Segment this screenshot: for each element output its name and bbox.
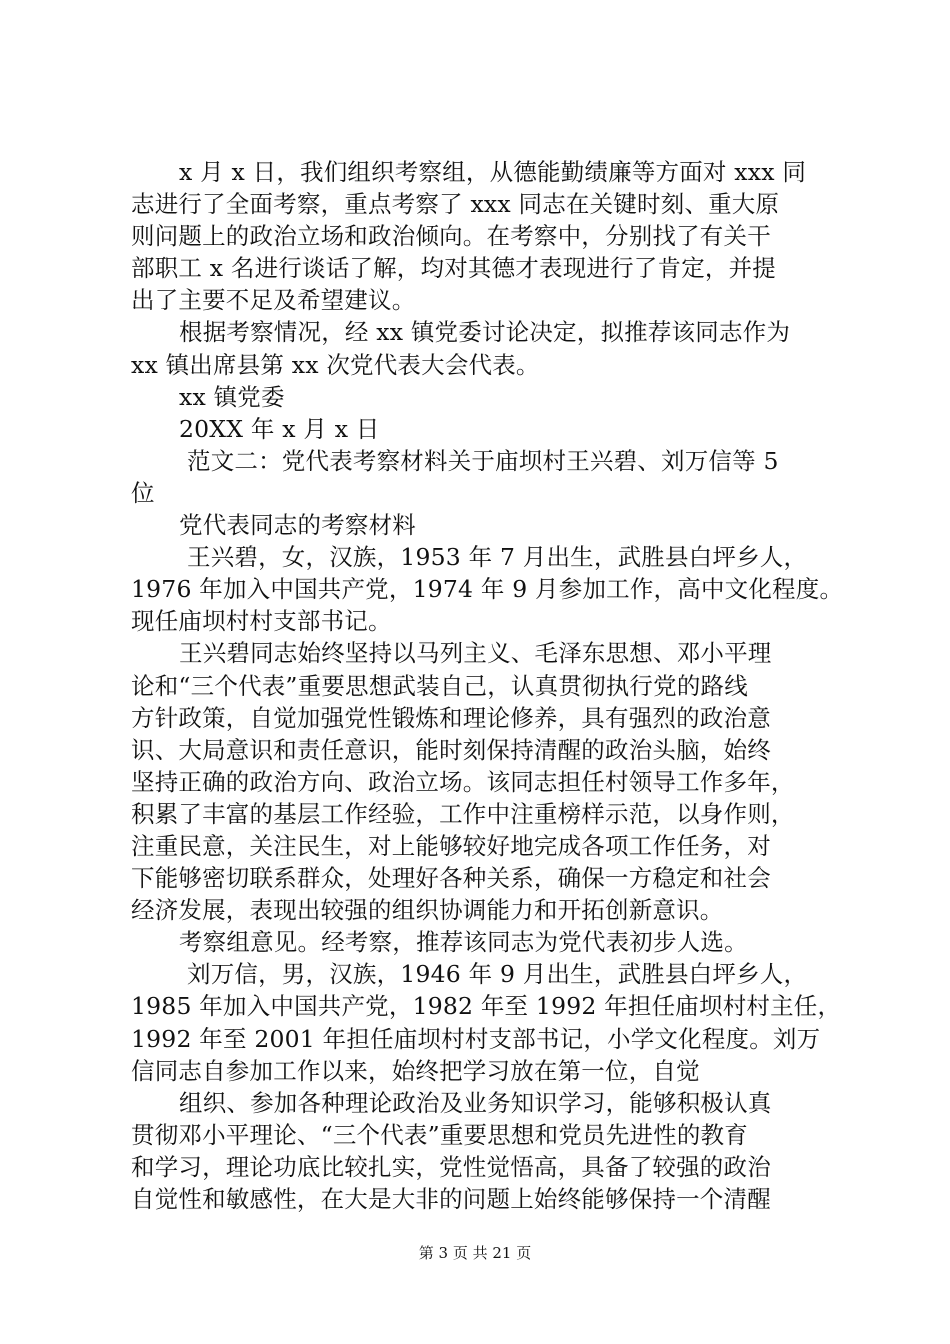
text-line: 信同志自参加工作以来，始终把学习放在第一位，自觉 bbox=[131, 1056, 700, 1085]
text-line: 坚持正确的政治方向、政治立场。该同志担任村领导工作多年， bbox=[131, 767, 795, 796]
text-line: 贯彻邓小平理论、“三个代表”重要思想和党员先进性的教育 bbox=[131, 1120, 748, 1149]
text-line: 范文二：党代表考察材料关于庙坝村王兴碧、刘万信等 5 bbox=[187, 446, 779, 475]
text-line: 论和“三个代表”重要思想武装自己，认真贯彻执行党的路线 bbox=[131, 671, 748, 700]
text-line: 考察组意见。经考察，推荐该同志为党代表初步人选。 bbox=[179, 928, 748, 957]
text-line: 积累了丰富的基层工作经验，工作中注重榜样示范，以身作则， bbox=[131, 799, 795, 828]
text-line: 现任庙坝村村支部书记。 bbox=[131, 607, 392, 636]
text-line: 王兴碧，女，汉族，1953 年 7 月出生，武胜县白坪乡人， bbox=[187, 543, 808, 572]
text-line: xx 镇党委 bbox=[179, 382, 285, 411]
text-line: 党代表同志的考察材料 bbox=[179, 511, 416, 540]
text-line: 20XX 年 x 月 x 日 bbox=[179, 414, 380, 443]
text-line: 识、大局意识和责任意识，能时刻保持清醒的政治头脑，始终 bbox=[131, 735, 771, 764]
text-line: 位 bbox=[131, 478, 155, 507]
text-line: 下能够密切联系群众，处理好各种关系，确保一方稳定和社会 bbox=[131, 864, 771, 893]
text-line: 自觉性和敏感性，在大是大非的问题上始终能够保持一个清醒 bbox=[131, 1185, 771, 1213]
text-line: 根据考察情况，经 xx 镇党委讨论决定，拟推荐该同志作为 bbox=[179, 318, 791, 347]
text-line: 组织、参加各种理论政治及业务知识学习，能够积极认真 bbox=[179, 1088, 772, 1117]
text-line: 1976 年加入中国共产党，1974 年 9 月参加工作，高中文化程度。 bbox=[131, 575, 844, 604]
text-line: 部职工 x 名进行谈话了解，均对其德才表现进行了肯定，并提 bbox=[131, 254, 776, 283]
text-line: 1985 年加入中国共产党，1982 年至 1992 年担任庙坝村村主任， bbox=[131, 992, 842, 1021]
text-line: 经济发展，表现出较强的组织协调能力和开拓创新意识。 bbox=[131, 896, 724, 925]
text-line: 则问题上的政治立场和政治倾向。在考察中，分别找了有关干 bbox=[131, 222, 771, 251]
text-line: 1992 年至 2001 年担任庙坝村村支部书记，小学文化程度。刘万 bbox=[131, 1024, 821, 1053]
text-line: 刘万信，男，汉族，1946 年 9 月出生，武胜县白坪乡人， bbox=[187, 960, 808, 989]
page-footer: 第 3 页 共 21 页 bbox=[418, 1244, 532, 1262]
text-line: x 月 x 日，我们组织考察组，从德能勤绩廉等方面对 xxx 同 bbox=[179, 158, 807, 186]
text-line: 注重民意，关注民生，对上能够较好地完成各项工作任务，对 bbox=[131, 831, 771, 860]
text-line: 和学习，理论功底比较扎实，党性觉悟高，具备了较强的政治 bbox=[131, 1152, 771, 1181]
document-body bbox=[131, 156, 851, 1215]
text-line: xx 镇出席县第 xx 次党代表大会代表。 bbox=[131, 350, 540, 379]
text-line: 王兴碧同志始终坚持以马列主义、毛泽东思想、邓小平理 bbox=[179, 639, 772, 668]
text-line: 出了主要不足及希望建议。 bbox=[131, 286, 416, 315]
text-line: 方针政策，自觉加强党性锻炼和理论修养，具有强烈的政治意 bbox=[131, 703, 771, 732]
text-line: 志进行了全面考察，重点考察了 xxx 同志在关键时刻、重大原 bbox=[131, 190, 780, 219]
